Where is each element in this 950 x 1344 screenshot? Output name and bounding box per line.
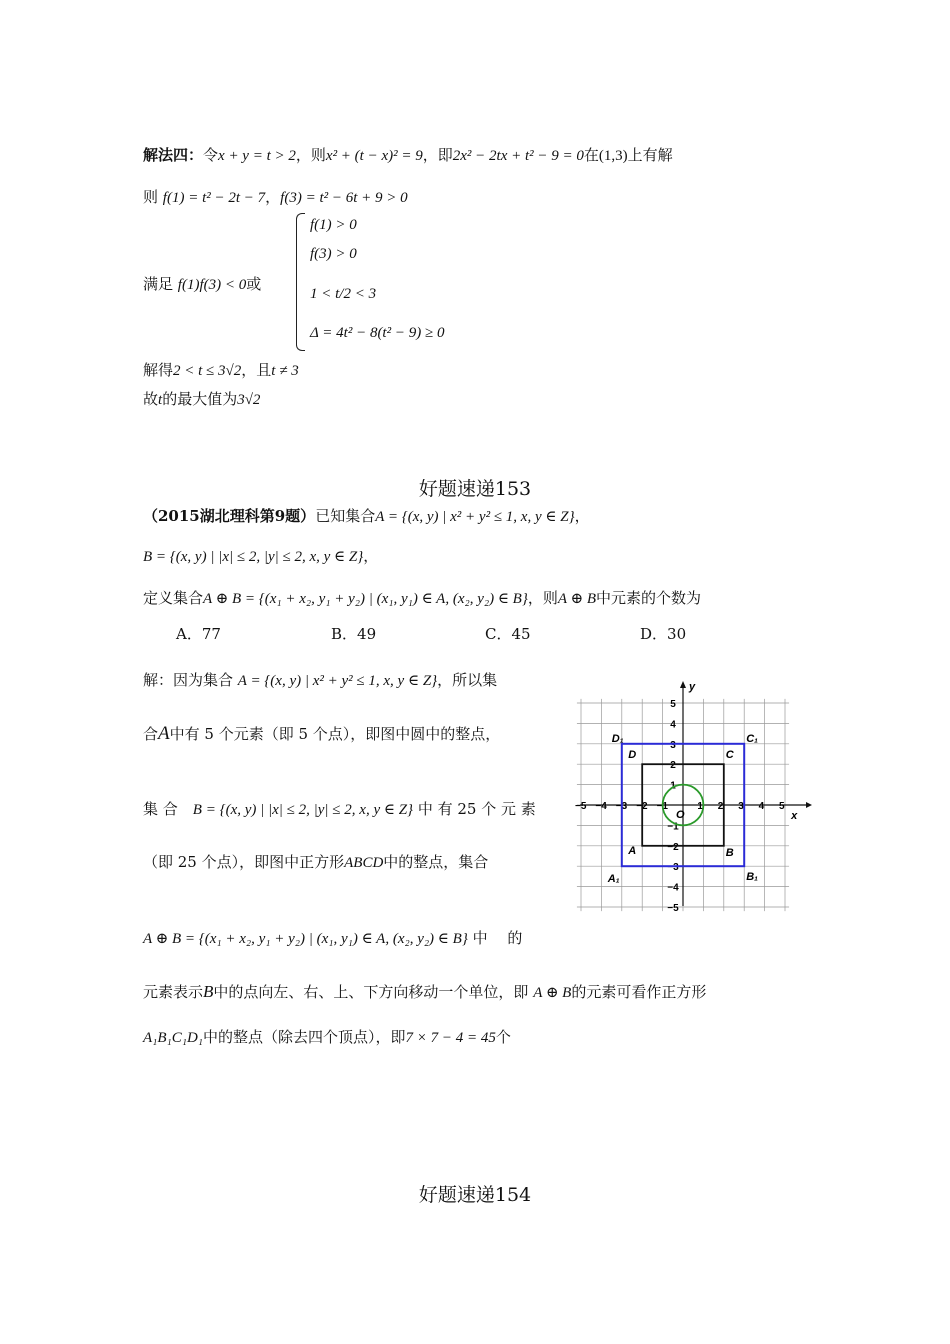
method4-line2: 则 f(1) = t² − 2t − 7，f(3) = t² − 6t + 9 > 0 [143, 188, 408, 206]
coordinate-figure [570, 676, 815, 916]
point-label-b1: B₁ [746, 871, 759, 884]
x-tick-label: 2 [717, 801, 724, 812]
solution-line7: A₁B₁C₁D₁中的整点（除去四个顶点），即7 × 7 − 4 = 45个 [143, 1028, 511, 1046]
problem-source: （2015湖北理科第9题） [143, 507, 316, 525]
solution-line1: 解：因为集合 A = {(x, y) | x² + y² ≤ 1, x, y ∈ Z}，所以集 [143, 671, 498, 689]
solution-line4: （即 25 个点），即图中正方形ABCD中的整点，集合 [143, 853, 489, 871]
system-line-2: f(3) > 0 [310, 246, 357, 262]
y-tick-label: 5 [670, 699, 676, 710]
option-c: C．45 [485, 625, 531, 643]
option-a: A．77 [176, 625, 221, 643]
system-line-4: Δ = 4t² − 8(t² − 9) ≥ 0 [310, 325, 445, 341]
y-tick-label: 4 [670, 719, 676, 731]
point-label-c1: C₁ [746, 732, 759, 745]
x-tick-label: −5 [575, 801, 587, 812]
x-axis-label: x [791, 810, 798, 822]
origin-label: O [676, 809, 685, 821]
point-label-a: A [628, 844, 637, 857]
method4-line1: 解法四：令x + y = t > 2，则x² + (t − x)² = 9，即2x² − 2tx + t² − 9 = 0在(1,3)上有解 [143, 146, 673, 164]
y-axis-arrow [680, 681, 686, 688]
system-line-1: f(1) > 0 [310, 217, 357, 233]
x-tick-label: 5 [779, 801, 785, 812]
x-tick-label: 1 [697, 801, 703, 812]
method4-label: 解法四： [143, 146, 204, 164]
option-d: D．30 [640, 625, 687, 643]
x-tick-label: −2 [636, 801, 648, 812]
point-label-d1: D₁ [611, 732, 624, 745]
system-line-3: 1 < t/2 < 3 [310, 286, 377, 302]
system-brace [296, 213, 305, 351]
x-axis-arrow [806, 802, 812, 808]
method4-line4: 解得2 < t ≤ 3√2，且t ≠ 3 [143, 361, 299, 379]
x-tick-label: 4 [758, 801, 765, 812]
solution-line2: 合A中有 5 个元素（即 5 个点），即图中圆中的整点， [143, 723, 501, 744]
heading-154: 好题速递154 [418, 1184, 532, 1206]
x-tick-label: −4 [595, 801, 607, 812]
method4-line5: 故t的最大值为3√2 [143, 390, 261, 408]
x-tick-label: −1 [656, 801, 669, 812]
solution-line5: A ⊕ B = {(x₁ + x₂, y₁ + y₂) | (x₁, y₁) ∈ A, (x₂, y₂) ∈ B} 中 的 [143, 929, 523, 947]
point-label-b: B [725, 846, 734, 859]
heading-153: 好题速递153 [418, 478, 532, 500]
y-tick-label: 1 [670, 780, 676, 792]
solution-line3: 集 合 B = {(x, y) | |x| ≤ 2, |y| ≤ 2, x, y ∈ Z} 中 有 25 个 元 素 [143, 800, 536, 818]
method4-line3: 满足 f(1)f(3) < 0或 [143, 275, 262, 293]
option-b: B．49 [331, 625, 377, 643]
y-tick-label: 2 [670, 760, 676, 772]
point-label-c: C [725, 749, 734, 762]
y-tick-label: 3 [670, 739, 676, 751]
x-tick-label: −3 [615, 801, 628, 812]
y-tick-label: −1 [667, 821, 679, 833]
point-label-d: D [628, 749, 637, 762]
x-tick-label: 3 [738, 801, 744, 812]
point-label-a1: A₁ [607, 873, 620, 886]
problem-line2: B = {(x, y) | |x| ≤ 2, |y| ≤ 2, x, y ∈ Z}， [143, 547, 379, 565]
y-tick-label: −2 [667, 841, 679, 853]
y-tick-label: −5 [667, 903, 679, 914]
y-tick-label: −3 [667, 862, 679, 874]
y-axis-label: y [689, 681, 696, 693]
problem-line3: 定义集合A ⊕ B = {(x₁ + x₂, y₁ + y₂) | (x₁, y₁) ∈ A, (x₂, y₂) ∈ B}，则A ⊕ B中元素的个数为 [143, 589, 701, 607]
solution-line6: 元素表示B中的点向左、右、上、下方向移动一个单位，即 A ⊕ B的元素可看作正方形 [143, 982, 707, 1001]
problem-line1: （2015湖北理科第9题）已知集合A = {(x, y) | x² + y² ≤ 1, x, y ∈ Z}， [143, 507, 590, 525]
y-tick-label: −4 [667, 882, 679, 894]
